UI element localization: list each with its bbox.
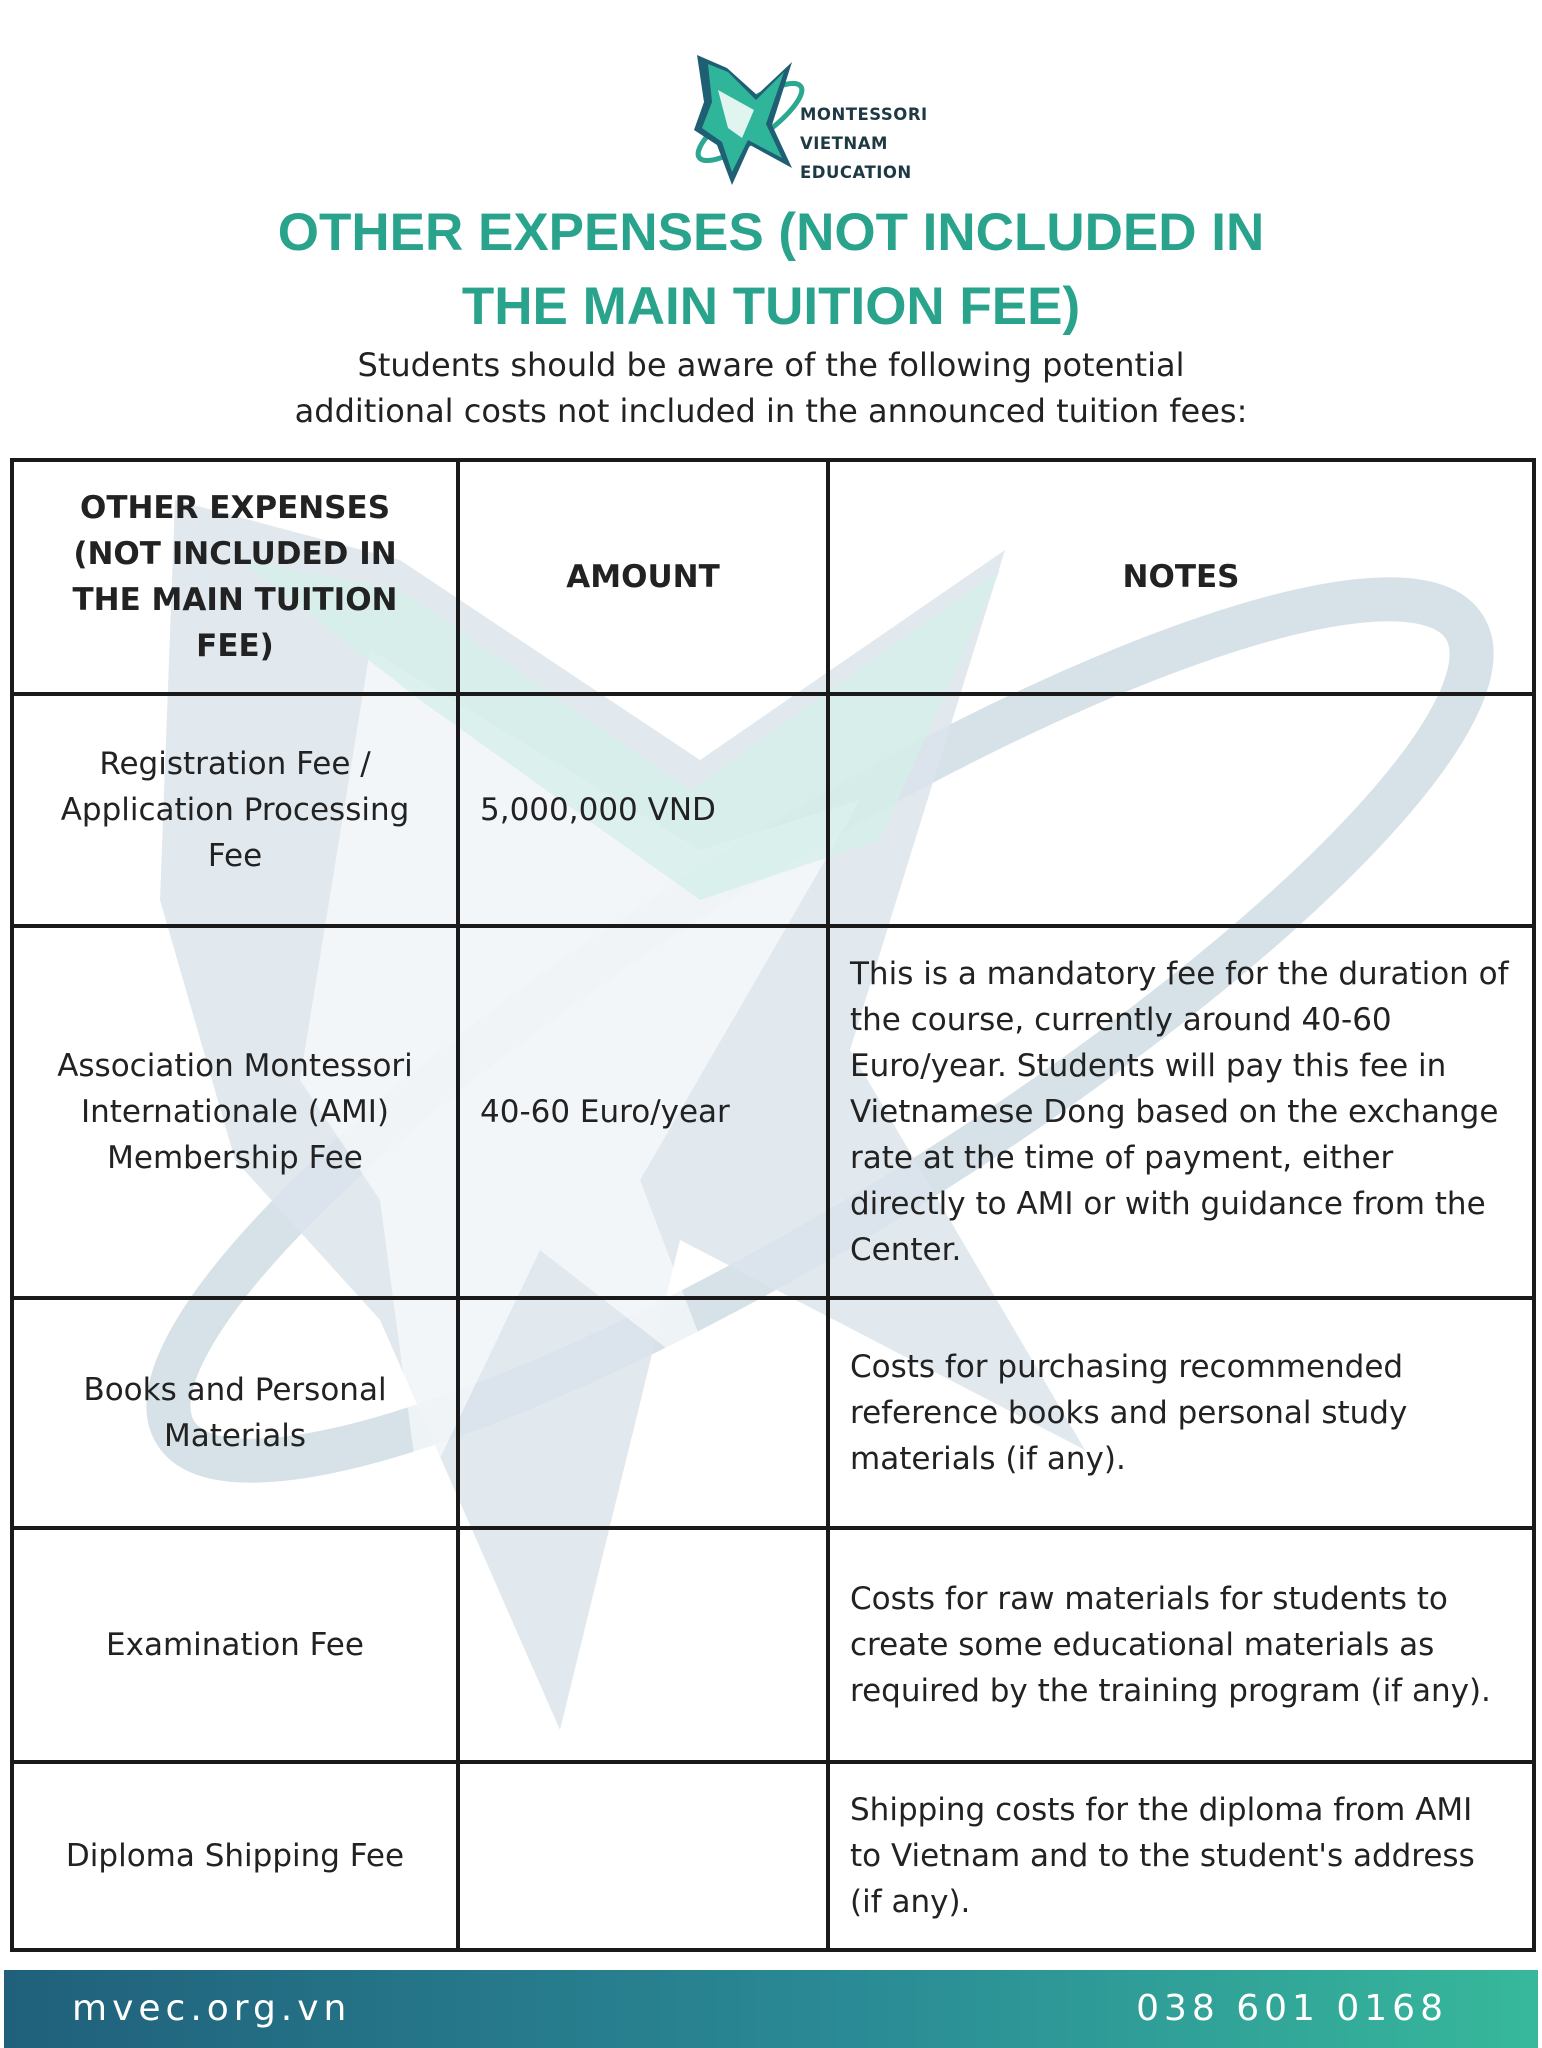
notes-cell: Costs for purchasing recommended reference books and personal study materials (if any). (828, 1298, 1534, 1528)
amount-cell: 40-60 Euro/year (458, 926, 828, 1298)
table-row (12, 1762, 1534, 1950)
amount-cell (458, 1298, 828, 1528)
title-line-1: OTHER EXPENSES (NOT INCLUDED IN (277, 203, 1265, 262)
title-line-2: THE MAIN TUITION FEE) (461, 277, 1081, 336)
website-link[interactable]: mvec.org.vn (72, 1988, 352, 2029)
table-row (12, 1298, 1534, 1528)
expense-cell: Association Montessori Internationale (AMI) Membership Fee (12, 926, 458, 1298)
page-subtitle (0, 342, 1542, 434)
header-expense: OTHER EXPENSES (NOT INCLUDED IN THE MAIN TUITION FEE) (12, 460, 458, 694)
notes-cell: This is a mandatory fee for the duration of the course, currently around 40-60 Euro/year. Students will pay this fee in Vietnamese Dong based on the exchange rate at the time of payment, either directly to AMI or with guidance from the Center. (828, 926, 1534, 1298)
expense-cell: Books and Personal Materials (12, 1298, 458, 1528)
page-title (0, 196, 1542, 344)
expense-cell: Diploma Shipping Fee (12, 1762, 458, 1950)
header-amount: AMOUNT (458, 460, 828, 694)
footer-bar (4, 1970, 1538, 2048)
table-row (12, 1528, 1534, 1762)
amount-cell: 5,000,000 VND (458, 694, 828, 926)
notes-cell: Costs for raw materials for students to create some educational materials as required by the training program (if any). (828, 1528, 1534, 1762)
logo-line-3: EDUCATION (800, 163, 912, 182)
phone-number[interactable]: 038 601 0168 (1136, 1988, 1448, 2029)
notes-cell: Shipping costs for the diploma from AMI to Vietnam and to the student's address (if any). (828, 1762, 1534, 1950)
table-row (12, 926, 1534, 1298)
amount-cell (458, 1528, 828, 1762)
logo-line-1: MONTESSORI (800, 105, 928, 124)
table-header-row (12, 460, 1534, 694)
brand-logo (682, 50, 942, 190)
logo-line-2: VIETNAM (800, 134, 888, 153)
subtitle-line-2: additional costs not included in the announced tuition fees: (294, 392, 1248, 430)
table-row (12, 694, 1534, 926)
expense-cell: Examination Fee (12, 1528, 458, 1762)
expense-cell: Registration Fee / Application Processing Fee (12, 694, 458, 926)
amount-cell (458, 1762, 828, 1950)
star-orbit-logo-icon (682, 50, 812, 190)
header-notes: NOTES (828, 460, 1534, 694)
notes-cell (828, 694, 1534, 926)
expenses-table (10, 458, 1536, 1952)
subtitle-line-1: Students should be aware of the following potential (357, 346, 1185, 384)
